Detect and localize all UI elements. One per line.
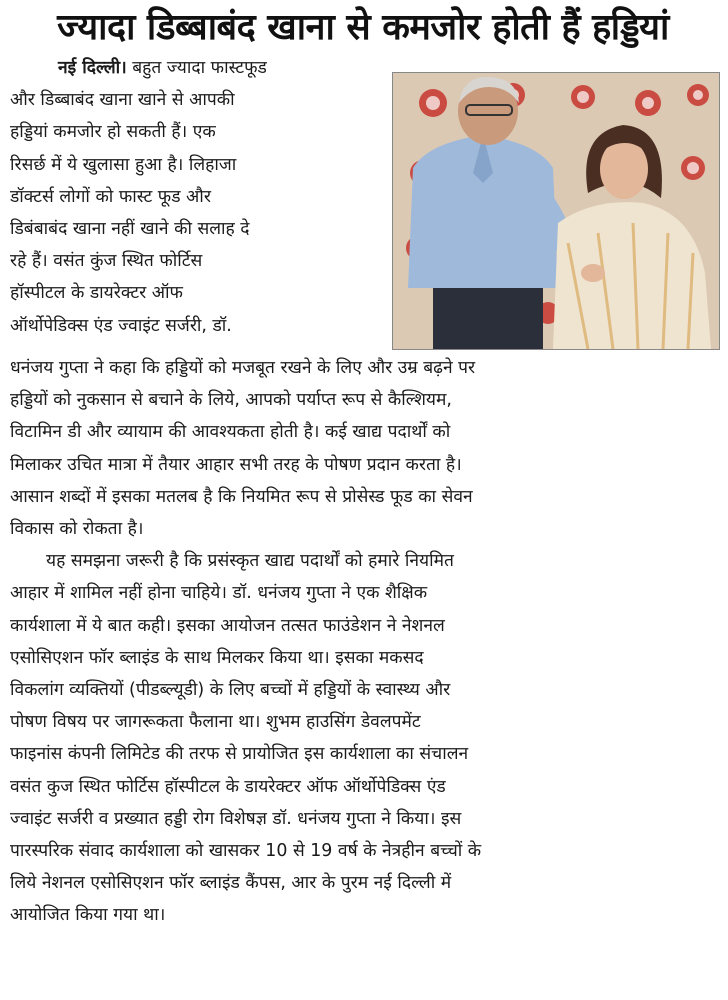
body-line: आयोजित किया गया था। <box>10 905 166 926</box>
lead-line: ऑर्थोपेडिक्स एंड ज्वाइंट सर्जरी, डॉ. <box>10 315 232 336</box>
body-line: पोषण विषय पर जागरूकता फैलाना था। शुभम हाउसिंग डेवलपमेंट <box>10 712 421 733</box>
lead-line: रिसर्छ में ये खुलासा हुआ है। लिहाजा <box>10 154 237 175</box>
body-line: वसंत कुज स्थित फोर्टिस हॉस्पीटल के डायरेक्टर ऑफ ऑर्थोपेडिक्स एंड <box>10 776 446 797</box>
lead-line: और डिब्बाबंद खाना खाने से आपकी <box>10 90 235 111</box>
body-line: आहार में शामिल नहीं होना चाहिये। डॉ. धनंजय गुप्ता ने एक शैक्षिक <box>10 583 428 604</box>
body-line: आसान शब्दों में इसका मतलब है कि नियमित रूप से प्रोसेस्ड फूड का सेवन <box>10 486 473 507</box>
body-line: एसोसिएशन फॉर ब्लाइंड के साथ मिलकर किया था। इसका मकसद <box>10 647 424 668</box>
body-line: ज्वाइंट सर्जरी व प्रख्यात हड्डी रोग विशेषज्ञ डॉ. धनंजय गुप्ता ने किया। इस <box>10 808 462 829</box>
lead-line: हॉस्पीटल के डायरेक्टर ऑफ <box>10 283 183 304</box>
body-line: फाइनांस कंपनी लिमिटेड की तरफ से प्रायोजित इस कार्यशाला का संचालन <box>10 744 469 765</box>
lead-section <box>10 52 716 352</box>
body-line: लिये नेशनल एसोसिएशन फॉर ब्लाइंड कैंपस, आर के पुरम नई दिल्ली में <box>10 873 452 894</box>
photo-illustration <box>393 73 719 349</box>
body-line: पारस्परिक संवाद कार्यशाला को खासकर 10 से 19 वर्ष के नेत्रहीन बच्चों के <box>10 841 482 862</box>
body-line: कार्यशाला में ये बात कही। इसका आयोजन तत्सत फाउंडेशन ने नेशनल <box>10 615 445 636</box>
lead-line: डिबंबाबंद खाना नहीं खाने की सलाह दे <box>10 219 250 240</box>
body-line: विटामिन डी और व्यायाम की आवश्यकता होती है। कई खाद्य पदार्थों को <box>10 422 451 443</box>
lead-line: डॉक्टर्स लोगों को फास्ट फूड और <box>10 186 211 207</box>
lead-line: हड्डियां कमजोर हो सकती हैं। एक <box>10 122 216 143</box>
body-line: मिलाकर उचित मात्रा में तैयार आहार सभी तरह के पोषण प्रदान करता है। <box>10 454 462 475</box>
dateline: नई दिल्ली। <box>58 58 127 78</box>
body-line: धनंजय गुप्ता ने कहा कि हड्डियों को मजबूत रखने के लिए और उम्र बढ़ने पर <box>10 358 476 378</box>
body-line: हड्डियों को नुकसान से बचाने के लिये, आपको पर्याप्त रूप से कैल्शियम, <box>10 390 452 411</box>
headline: ज्यादा डिब्बाबंद खाना से कमजोर होती हैं हड्डियां <box>57 7 669 48</box>
body-line: यह समझना जरूरी है कि प्रसंस्कृत खाद्य पदार्थों को हमारे नियमित <box>46 551 454 572</box>
news-photo <box>392 72 720 350</box>
lead-text <box>10 52 386 342</box>
lead-line: रहे हैं। वसंत कुंज स्थित फोर्टिस <box>10 251 203 272</box>
body-line: विकलांग व्यक्तियों (पीडब्ल्यूडी) के लिए बच्चों में हड्डियों के स्वास्थ्य और <box>10 680 451 701</box>
article-body <box>10 352 716 932</box>
lead-line: नई दिल्ली। बहुत ज्यादा फास्टफूड <box>58 58 267 78</box>
body-line: विकास को रोकता है। <box>10 519 144 540</box>
